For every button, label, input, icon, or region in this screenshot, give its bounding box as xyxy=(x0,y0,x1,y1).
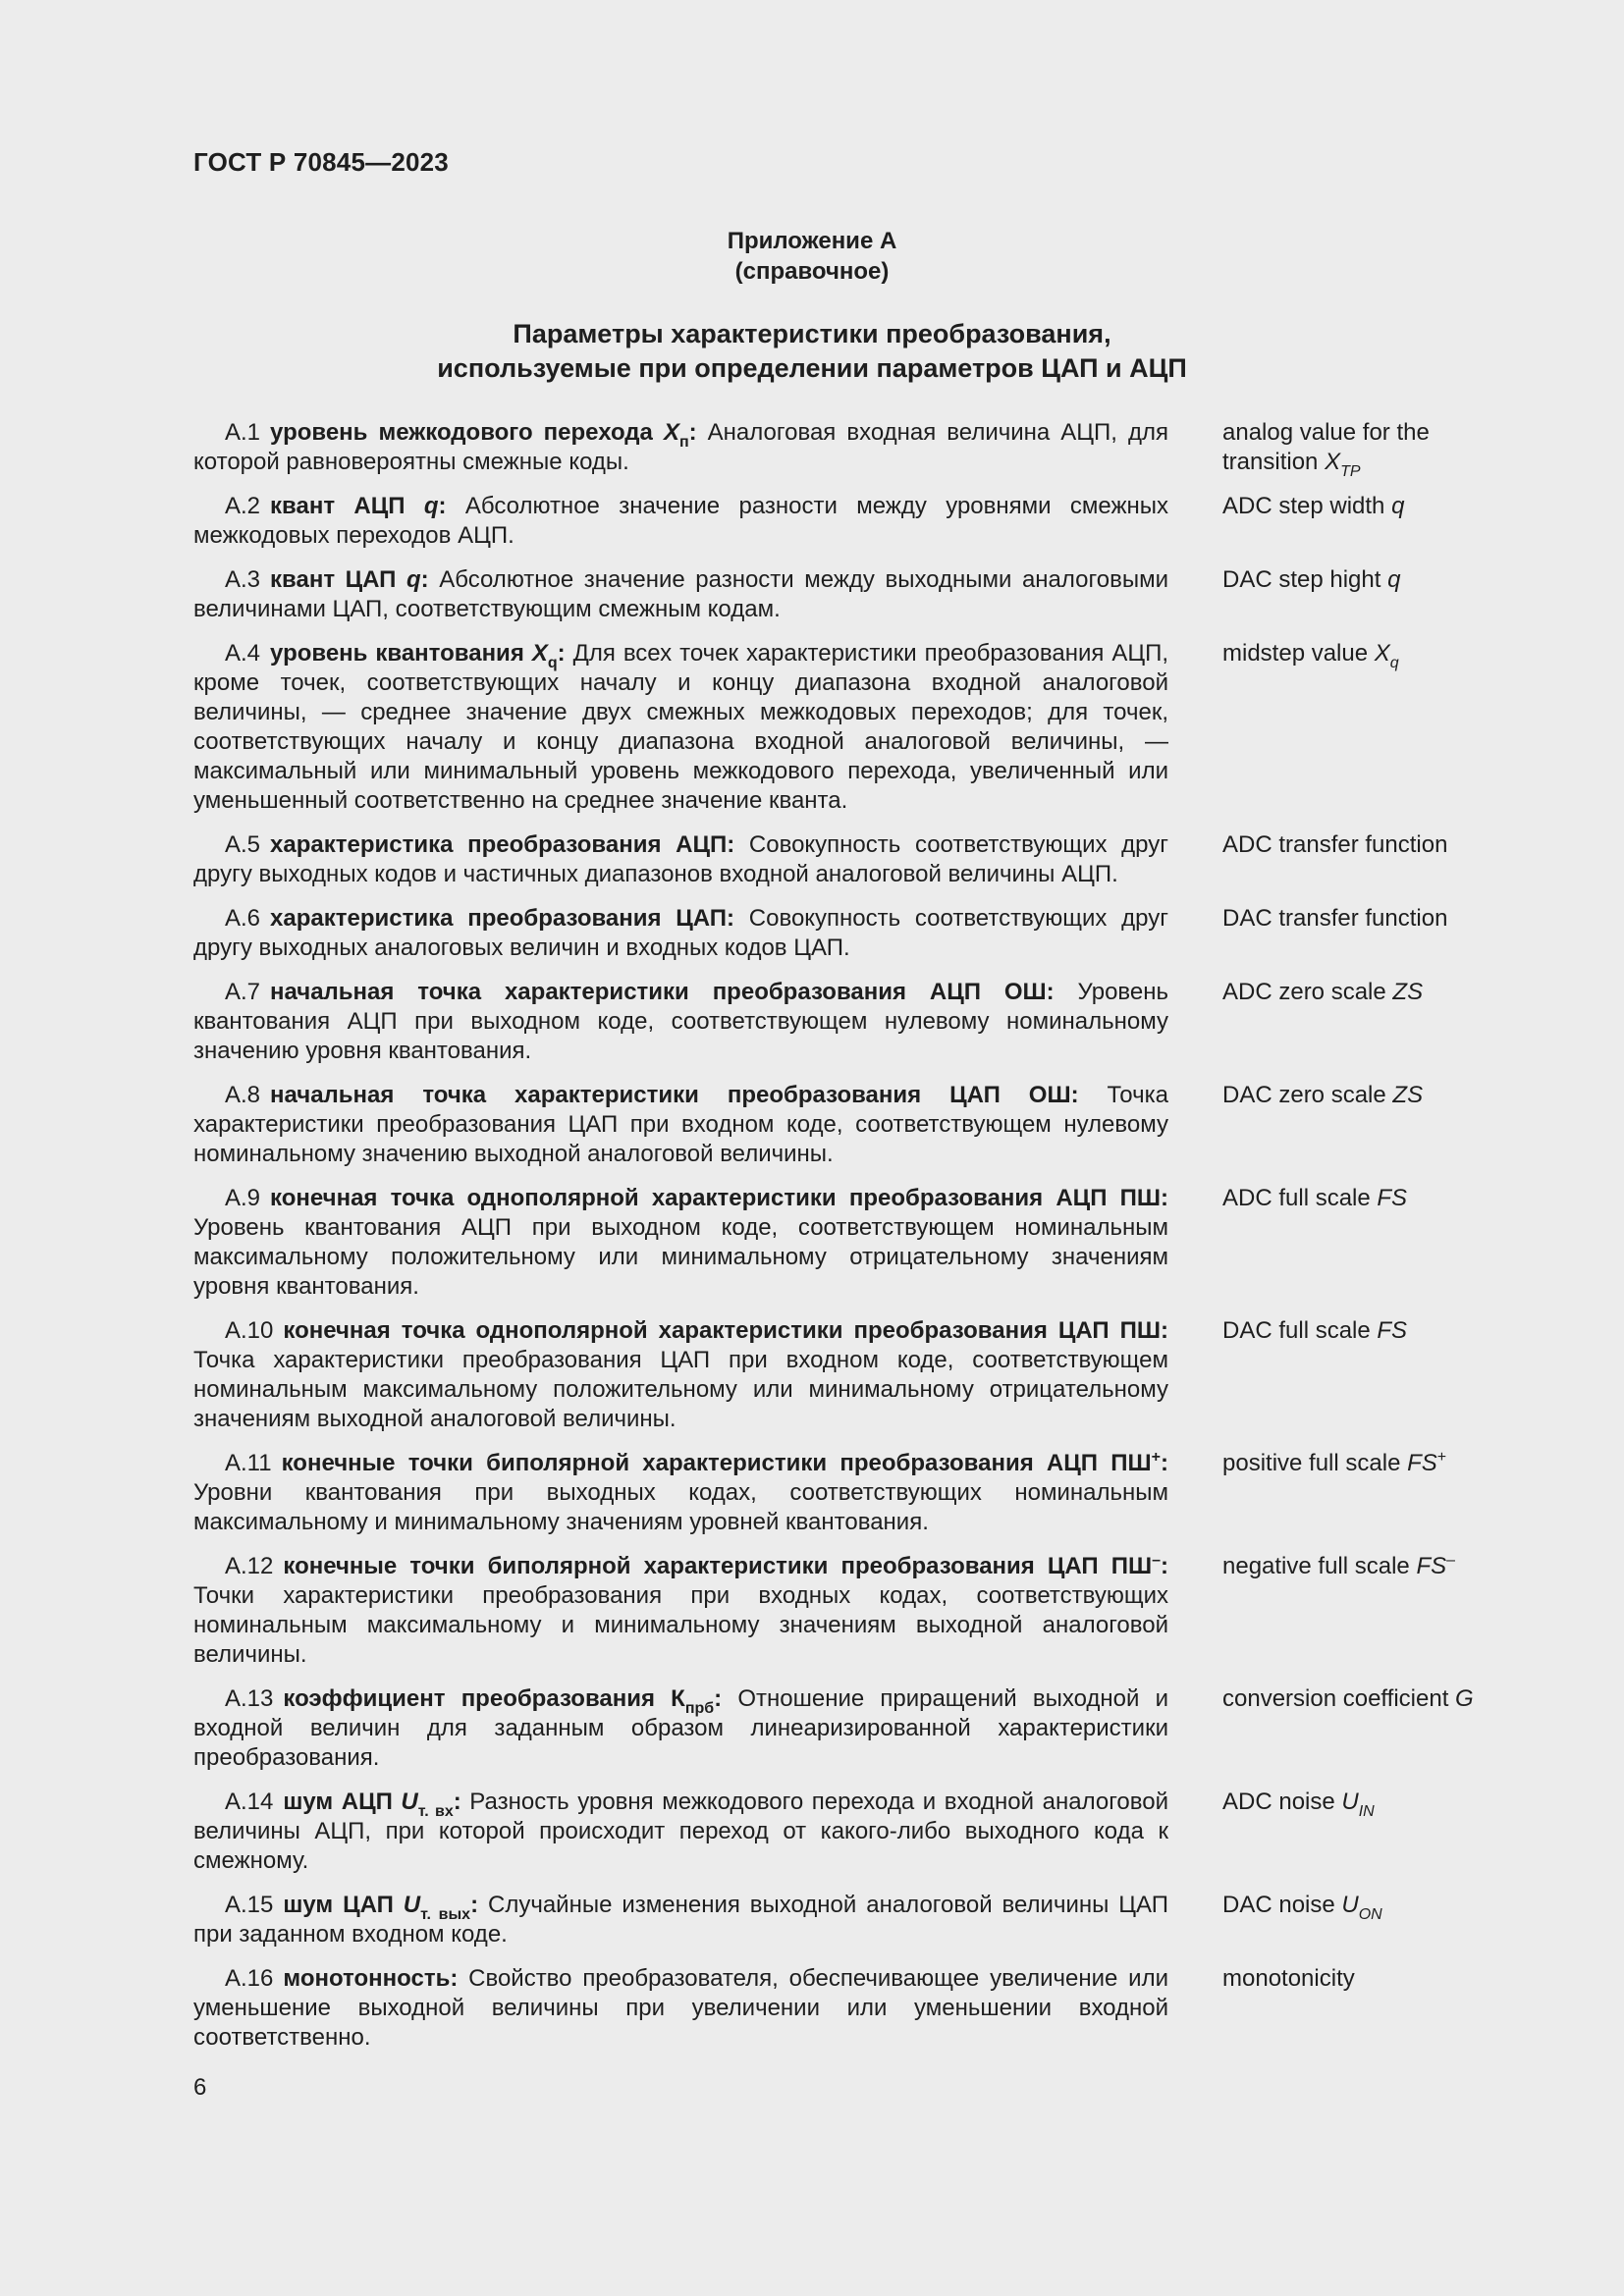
term-english-equivalent xyxy=(1222,1316,1514,1434)
term-number: А.1 xyxy=(225,419,261,446)
term-entry xyxy=(193,1891,1514,1949)
term-entry xyxy=(193,1788,1514,1876)
term-english-equivalent xyxy=(1222,904,1514,963)
term-definition: Уровни квантования при выходных кодах, соответствующих номинальным максимальному и минимальному значениям уровней квантования. xyxy=(193,1479,1168,1535)
english-term-symbol: q xyxy=(1391,493,1405,519)
term-name-text: квант ЦАП xyxy=(270,566,397,593)
term-name-text: квант АЦП xyxy=(270,493,406,519)
term-number: А.6 xyxy=(225,905,261,932)
appendix-label: Приложение А xyxy=(727,228,897,254)
term-name xyxy=(283,1685,723,1717)
term-definition-block xyxy=(193,830,1168,889)
term-symbol-subscript: т. вых xyxy=(420,1906,471,1923)
term-entry xyxy=(193,904,1514,963)
term-name-text: конечные точки биполярной характеристики преобразования ЦАП ПШ xyxy=(283,1553,1153,1579)
term-definition-block xyxy=(193,565,1168,624)
term-definition: Аналоговая входная величина АЦП, для которой равновероятны смежные коды. xyxy=(193,419,1169,475)
term-name-text: характеристика преобразования ЦАП: xyxy=(270,905,735,932)
term-definition: Точка характеристики преобразования ЦАП при входном коде, соответствующем нулевому номинальному значению выходной аналоговой величины. xyxy=(193,1082,1168,1167)
term-definition: Совокупность соответствующих друг другу выходных кодов и частичных диапазонов входной аналоговой величины АЦП. xyxy=(193,831,1168,887)
term-definition-block xyxy=(193,492,1168,551)
term-definition: Разность уровня межкодового перехода и входной аналоговой величины АЦП, при которой происходит переход от какого-либо выходного кода к смежному. xyxy=(193,1789,1168,1874)
appendix-heading xyxy=(193,226,1431,287)
term-colon: : xyxy=(557,640,566,667)
english-term-symbol: q xyxy=(1387,566,1401,593)
english-term-text: negative full scale xyxy=(1222,1553,1410,1579)
term-number: А.4 xyxy=(225,640,261,667)
term-symbol: U xyxy=(401,1789,418,1815)
english-term-text: DAC full scale xyxy=(1222,1317,1371,1344)
term-number: А.11 xyxy=(225,1450,272,1476)
term-english-equivalent xyxy=(1222,1184,1514,1302)
term-english-equivalent xyxy=(1222,1964,1514,2053)
term-definition: Отношение приращений выходной и входной величин для заданным образом линеаризированной характеристики преобразования. xyxy=(193,1685,1168,1771)
term-colon: : xyxy=(470,1892,479,1918)
term-name-text: уровень межкодового перехода xyxy=(270,419,653,446)
term-entry xyxy=(193,1684,1514,1773)
english-term-symbol: FS xyxy=(1407,1450,1437,1476)
term-name xyxy=(270,831,734,858)
term-definition-block xyxy=(193,418,1168,477)
term-symbol: U xyxy=(403,1892,421,1918)
term-name xyxy=(270,640,566,671)
term-number: А.10 xyxy=(225,1317,274,1344)
english-term-text: analog value for the transition xyxy=(1222,419,1430,475)
term-symbol-superscript: + xyxy=(1151,1449,1161,1466)
term-name-text: монотонность: xyxy=(283,1965,459,1992)
term-entry xyxy=(193,418,1514,480)
term-name xyxy=(282,1450,1168,1476)
term-colon: : xyxy=(714,1685,723,1712)
term-number: А.5 xyxy=(225,831,261,858)
term-definition: Точка характеристики преобразования ЦАП при входном коде, соответствующем номинальным максимальному положительному или минимальному отрицательному значениям выходной аналоговой величины. xyxy=(193,1347,1168,1432)
term-english-equivalent xyxy=(1222,978,1514,1066)
english-symbol-subscript: ON xyxy=(1358,1906,1382,1923)
term-entry xyxy=(193,492,1514,551)
term-definition-block xyxy=(193,904,1168,963)
term-definition-block xyxy=(193,1081,1168,1169)
english-term-text: conversion coefficient xyxy=(1222,1685,1449,1712)
english-term-text: DAC step hight xyxy=(1222,566,1381,593)
term-english-equivalent xyxy=(1222,1552,1514,1670)
section-title xyxy=(193,317,1431,386)
term-symbol-superscript: – xyxy=(1152,1552,1161,1569)
term-name xyxy=(270,419,697,451)
term-entry xyxy=(193,1964,1514,2053)
term-entry xyxy=(193,1449,1514,1537)
english-term-symbol: ZS xyxy=(1392,1082,1424,1108)
term-definition: Для всех точек характеристики преобразования АЦП, кроме точек, соответствующих началу и концу диапазона входной аналоговой величины, — среднее значение двух смежных межкодовых переходов; для точек, соответствующих началу и концу диапазона входной аналоговой величины, — максимальный или минимальный уровень межкодового перехода, увеличенный или уменьшенный соответственно на среднее значение кванта. xyxy=(193,640,1169,814)
english-term-text: ADC full scale xyxy=(1222,1185,1371,1211)
english-term-symbol: G xyxy=(1455,1685,1474,1712)
term-definition: Уровень квантования АЦП при выходном коде, соответствующем нулевому номинальному значению уровня квантования. xyxy=(193,979,1168,1064)
term-definition: Уровень квантования АЦП при выходном коде, соответствующем номинальным максимальному положительному или минимальному отрицательному значениям уровня квантования. xyxy=(193,1214,1168,1300)
term-entry xyxy=(193,1081,1514,1169)
term-english-equivalent xyxy=(1222,1684,1514,1773)
term-name xyxy=(270,493,447,519)
term-colon: : xyxy=(420,566,429,593)
term-colon: : xyxy=(438,493,447,519)
term-definition: Точки характеристики преобразования при входных кодах, соответствующих номинальным максимальному и минимальному значениям выходной аналоговой величины. xyxy=(193,1582,1168,1668)
term-name-text: уровень квантования xyxy=(270,640,524,667)
term-name xyxy=(283,1317,1168,1344)
term-number: А.14 xyxy=(225,1789,274,1815)
term-name xyxy=(283,1789,461,1820)
term-name xyxy=(283,1553,1168,1579)
term-name-text: коэффициент преобразования К xyxy=(283,1685,685,1712)
term-name xyxy=(283,1965,458,1992)
term-definition: Совокупность соответствующих друг другу выходных аналоговых величин и входных кодов ЦАП. xyxy=(193,905,1168,961)
term-number: А.8 xyxy=(225,1082,261,1108)
term-english-equivalent xyxy=(1222,1788,1514,1876)
english-term-symbol: X xyxy=(1325,449,1341,475)
term-number: А.16 xyxy=(225,1965,274,1992)
term-colon: : xyxy=(1161,1553,1168,1579)
english-symbol-subscript: IN xyxy=(1358,1803,1375,1820)
term-name xyxy=(270,566,429,593)
english-term-symbol: FS xyxy=(1416,1553,1447,1579)
term-definition: Абсолютное значение разности между выходными аналоговыми величинами ЦАП, соответствующим смежным кодам. xyxy=(193,566,1169,622)
english-term-text: monotonicity xyxy=(1222,1965,1355,1992)
term-number: А.12 xyxy=(225,1553,274,1579)
term-colon: : xyxy=(453,1789,461,1815)
term-name-text: начальная точка характеристики преобразования АЦП ОШ: xyxy=(270,979,1055,1005)
term-symbol: X xyxy=(531,640,548,667)
english-symbol-subscript: q xyxy=(1389,655,1399,671)
term-english-equivalent xyxy=(1222,565,1514,624)
english-symbol-subscript: TP xyxy=(1340,463,1361,480)
term-symbol-subscript: т. вх xyxy=(417,1803,454,1820)
term-english-equivalent xyxy=(1222,492,1514,551)
term-definition-block xyxy=(193,1891,1168,1949)
english-term-text: midstep value xyxy=(1222,640,1369,667)
english-term-text: ADC noise xyxy=(1222,1789,1335,1815)
english-symbol-superscript: – xyxy=(1446,1552,1456,1569)
term-definition-block xyxy=(193,1184,1168,1302)
term-symbol-subscript: прб xyxy=(684,1700,715,1717)
term-definition-block xyxy=(193,1964,1168,2053)
term-name xyxy=(270,979,1055,1005)
term-definition-block xyxy=(193,639,1168,816)
english-term-symbol: FS xyxy=(1377,1317,1408,1344)
english-term-text: ADC transfer function xyxy=(1222,831,1448,858)
term-entry xyxy=(193,1184,1514,1302)
document-code: ГОСТ Р 70845—2023 xyxy=(193,147,449,177)
english-term-text: DAC zero scale xyxy=(1222,1082,1386,1108)
english-term-text: ADC step width xyxy=(1222,493,1385,519)
term-english-equivalent xyxy=(1222,418,1514,480)
term-english-equivalent xyxy=(1222,1081,1514,1169)
english-symbol-superscript: + xyxy=(1436,1449,1447,1466)
term-number: А.15 xyxy=(225,1892,274,1918)
term-colon: : xyxy=(688,419,697,446)
appendix-kind: (справочное) xyxy=(734,258,890,285)
term-symbol: X xyxy=(663,419,679,446)
term-definition-block xyxy=(193,1449,1168,1537)
term-entry xyxy=(193,830,1514,889)
term-number: А.7 xyxy=(225,979,261,1005)
term-symbol-subscript: п xyxy=(678,434,689,451)
term-name-text: конечные точки биполярной характеристики преобразования АЦП ПШ xyxy=(281,1450,1152,1476)
term-entry xyxy=(193,639,1514,816)
term-english-equivalent xyxy=(1222,1449,1514,1537)
term-name xyxy=(283,1892,479,1923)
term-english-equivalent xyxy=(1222,1891,1514,1949)
term-entry xyxy=(193,1316,1514,1434)
terms-list xyxy=(193,418,1514,2067)
term-name-text: конечная точка однополярной характеристики преобразования АЦП ПШ: xyxy=(270,1185,1168,1211)
term-symbol: q xyxy=(423,493,439,519)
term-name-text: шум АЦП xyxy=(283,1789,393,1815)
term-entry xyxy=(193,1552,1514,1670)
term-definition-block xyxy=(193,1316,1168,1434)
english-term-text: DAC noise xyxy=(1222,1892,1335,1918)
section-title-line: используемые при определении параметров ЦАП и АЦП xyxy=(437,353,1187,383)
term-colon: : xyxy=(1161,1450,1168,1476)
english-term-symbol: ZS xyxy=(1392,979,1424,1005)
term-name-text: конечная точка однополярной характеристики преобразования ЦАП ПШ: xyxy=(283,1317,1168,1344)
term-name xyxy=(270,905,734,932)
term-name-text: начальная точка характеристики преобразования ЦАП ОШ: xyxy=(270,1082,1079,1108)
english-term-text: DAC transfer function xyxy=(1222,905,1448,932)
term-definition: Свойство преобразователя, обеспечивающее увеличение или уменьшение выходной величины при увеличении или уменьшении входной соответственно. xyxy=(193,1965,1169,2051)
term-definition-block xyxy=(193,978,1168,1066)
section-title-line: Параметры характеристики преобразования, xyxy=(513,319,1111,348)
term-number: А.2 xyxy=(225,493,261,519)
term-number: А.9 xyxy=(225,1185,261,1211)
term-name xyxy=(270,1082,1079,1108)
term-name xyxy=(270,1185,1168,1211)
english-term-symbol: U xyxy=(1341,1892,1359,1918)
term-definition: Абсолютное значение разности между уровнями смежных межкодовых переходов АЦП. xyxy=(193,493,1169,549)
term-definition: Случайные изменения выходной аналоговой величины ЦАП при заданном входном коде. xyxy=(193,1892,1168,1948)
term-english-equivalent xyxy=(1222,639,1514,816)
term-entry xyxy=(193,978,1514,1066)
english-term-symbol: X xyxy=(1374,640,1390,667)
term-number: А.3 xyxy=(225,566,261,593)
page-number: 6 xyxy=(193,2074,207,2101)
term-entry xyxy=(193,565,1514,624)
term-symbol-subscript: q xyxy=(547,655,558,671)
term-definition-block xyxy=(193,1788,1168,1876)
term-definition-block xyxy=(193,1684,1168,1773)
term-name-text: шум ЦАП xyxy=(283,1892,394,1918)
english-term-symbol: U xyxy=(1341,1789,1359,1815)
english-term-text: ADC zero scale xyxy=(1222,979,1386,1005)
term-name-text: характеристика преобразования АЦП: xyxy=(270,831,735,858)
term-number: А.13 xyxy=(225,1685,274,1712)
term-definition-block xyxy=(193,1552,1168,1670)
term-english-equivalent xyxy=(1222,830,1514,889)
english-term-text: positive full scale xyxy=(1222,1450,1401,1476)
term-symbol: q xyxy=(406,566,421,593)
english-term-symbol: FS xyxy=(1377,1185,1408,1211)
